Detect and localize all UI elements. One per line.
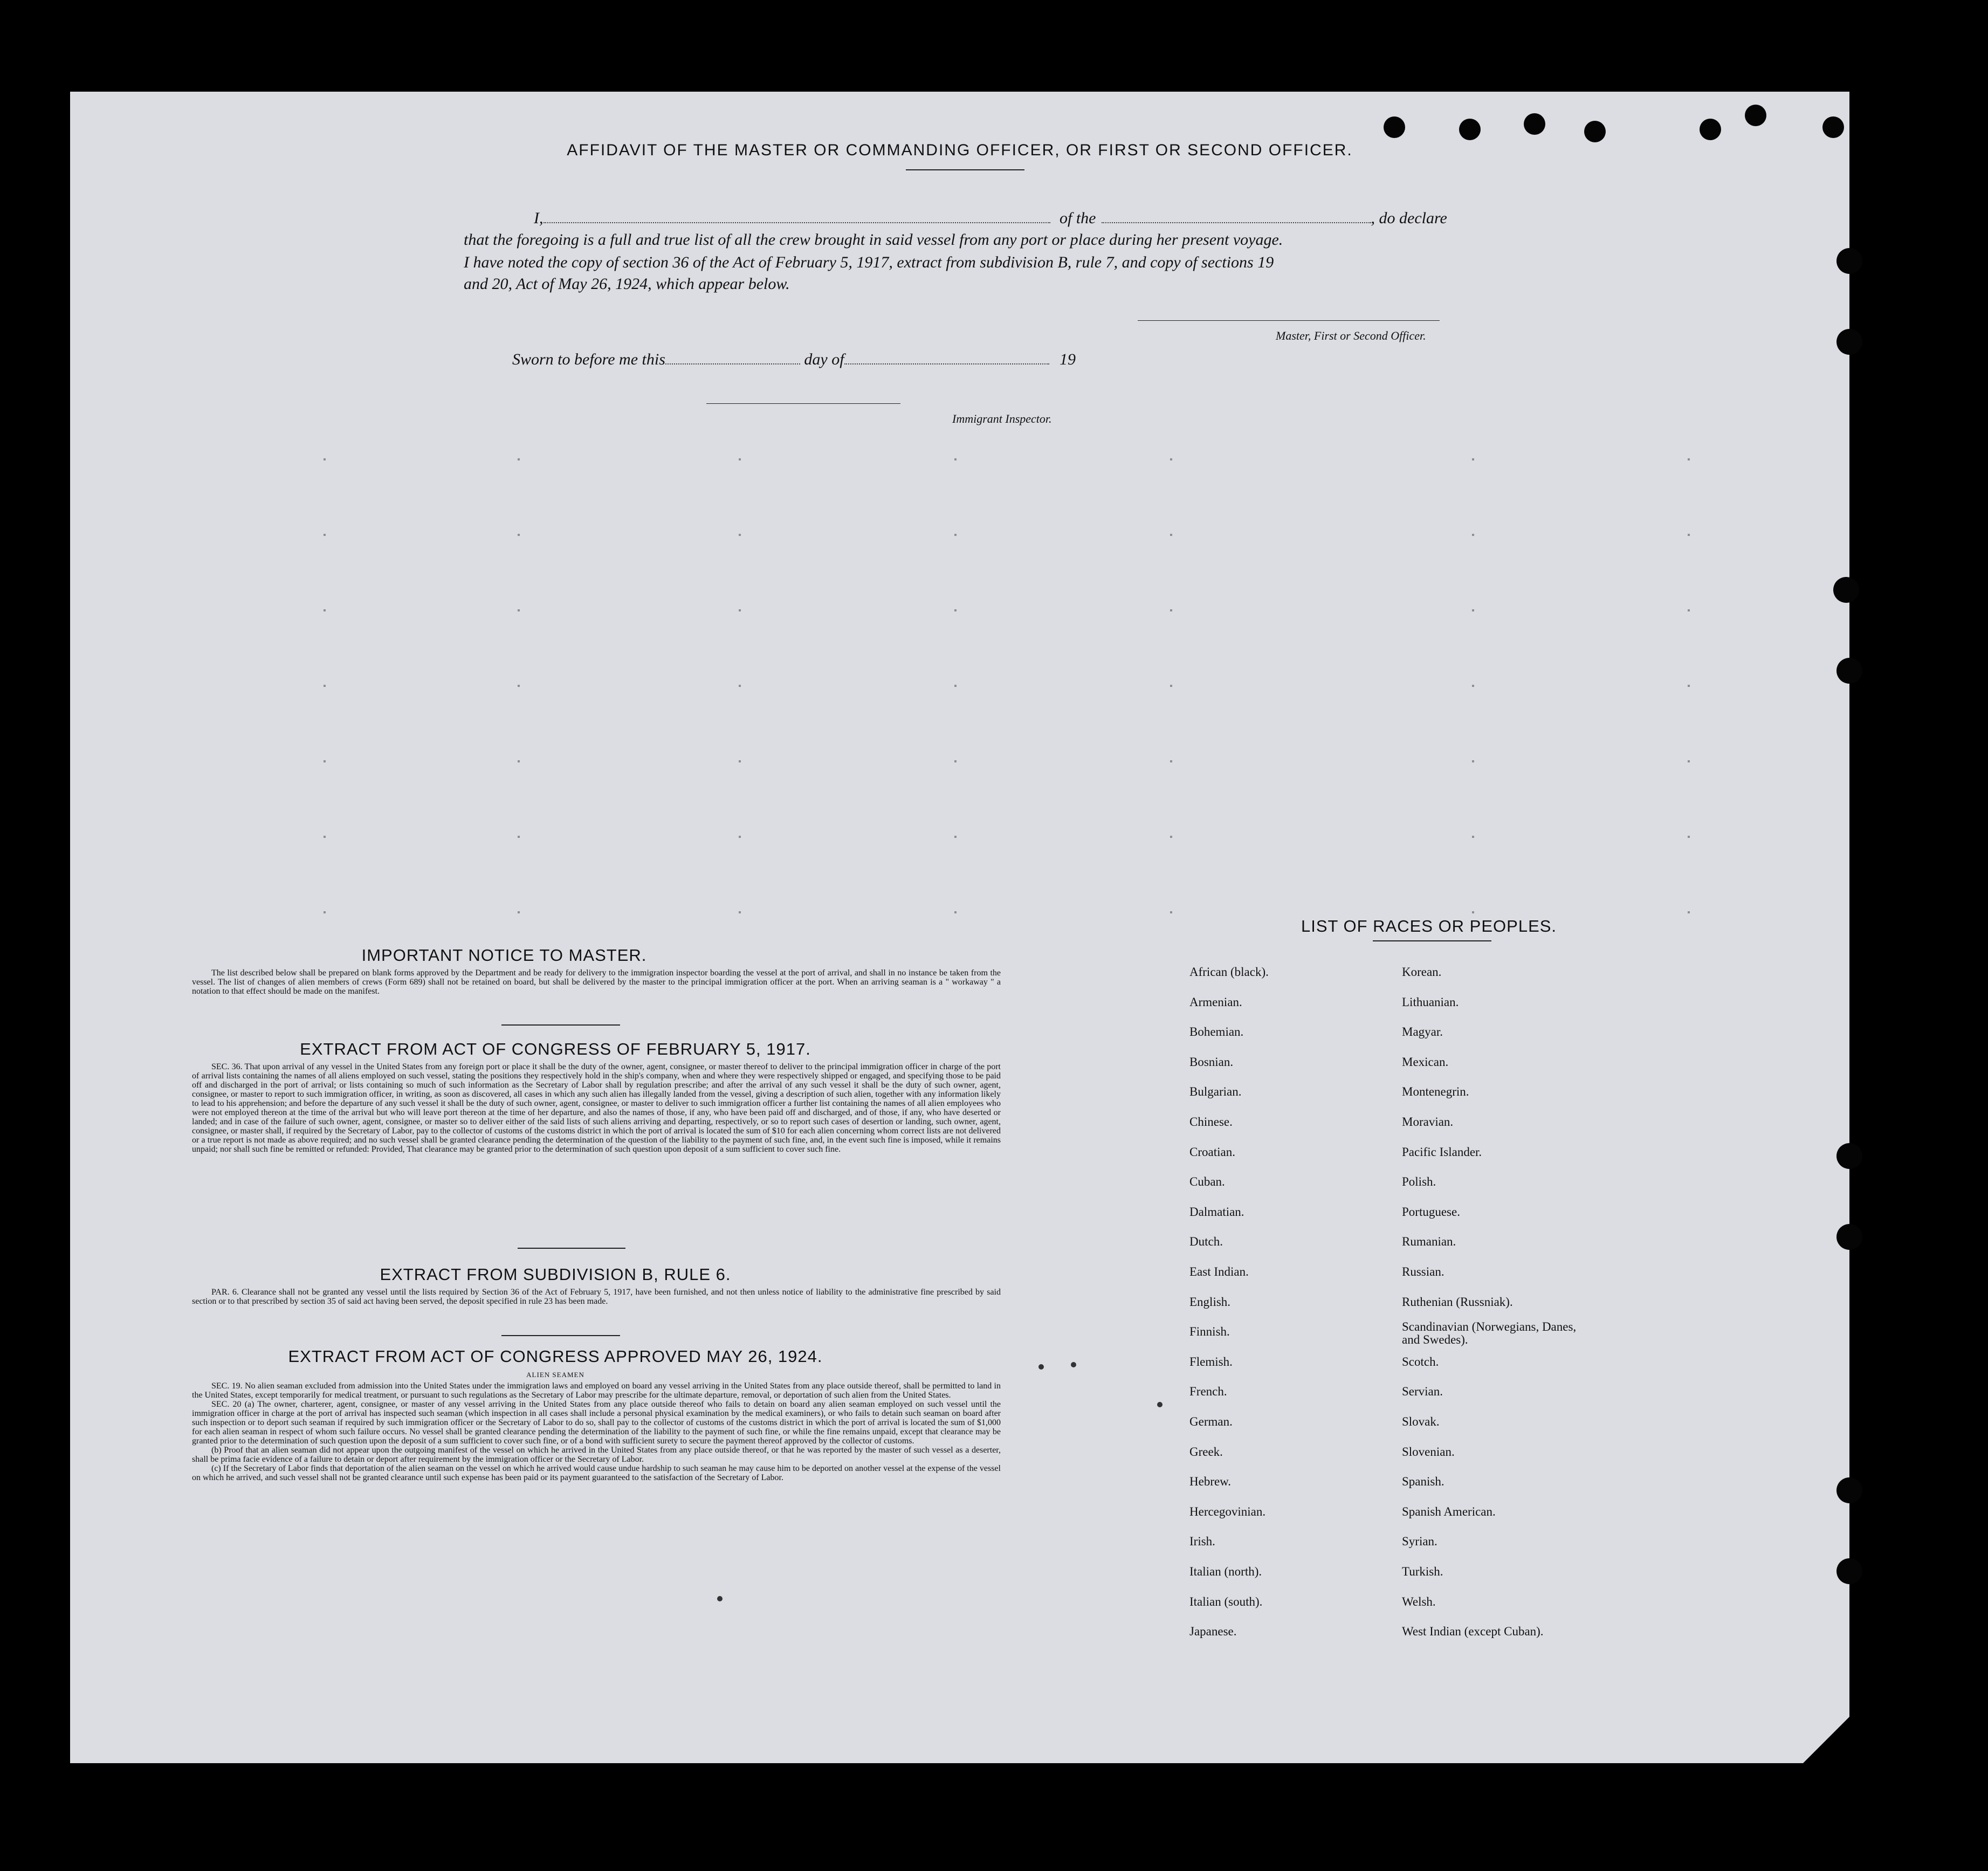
affidavit-line-3: I have noted the copy of section 36 of the Act of February 5, 1917, extract from subdivision B, rule 7, and copy of sections 19 (464, 253, 1274, 271)
race-item: Italian (south). (1189, 1594, 1263, 1608)
race-item: Syrian. (1402, 1535, 1437, 1549)
race-item: Scotch. (1402, 1354, 1439, 1368)
race-item: Flemish. (1189, 1354, 1233, 1368)
race-item: Portuguese. (1402, 1205, 1460, 1219)
race-item: Korean. (1402, 965, 1442, 979)
extract-1924-title: EXTRACT FROM ACT OF CONGRESS APPROVED MAY 26, 1924. (288, 1347, 823, 1366)
sec-20b-paragraph: (b) Proof that an alien seaman did not appear upon the outgoing manifest of the vessel on which he arrived in the United States from any place outside thereof, or that he was reported by the master of such vessel as a deserter, shall be prima facie evidence of a failure to detain or deport after requirement by the immigration officer or the Secretary of Labor. (192, 1446, 1001, 1464)
race-item: West Indian (except Cuban). (1402, 1625, 1544, 1639)
race-item: Ruthenian (Russniak). (1402, 1295, 1513, 1309)
race-item: German. (1189, 1415, 1233, 1428)
notice-title: IMPORTANT NOTICE TO MASTER. (361, 946, 647, 965)
race-item: Turkish. (1402, 1565, 1443, 1578)
inspector-caption: Immigrant Inspector. (952, 412, 1052, 425)
races-title: LIST OF RACES OR PEOPLES. (1301, 917, 1557, 936)
document-page (70, 92, 1849, 1763)
race-item: Scandinavian (Norwegians, Danes, and Swedes). (1402, 1320, 1577, 1347)
race-item: Moravian. (1402, 1115, 1454, 1129)
sec-19-paragraph: SEC. 19. No alien seaman excluded from admission into the United States under the immigration laws and employed on board any vessel arriving in the United States from any place outside thereof, shall be permitted to land in the United States, except temporarily for medical treatment, or pursuant to such regulations as the Secretary of Labor may prescribe for the ultimate departure, removal, or deportation of such alien from the United States. (192, 1381, 1001, 1400)
race-item: Bulgarian. (1189, 1085, 1242, 1099)
race-item: Russian. (1402, 1265, 1444, 1278)
race-item: Slovenian. (1402, 1444, 1455, 1459)
race-item: Rumanian. (1402, 1235, 1456, 1249)
of-the-text: of the (1060, 209, 1096, 227)
par-6-paragraph: PAR. 6. Clearance shall not be granted any vessel until the lists required by Section 36 of the Act of February 5, 1917, have been furnished, and not then unless notice of liability to the administrative fine prescribed by said section or to that prescribed by section 35 of said act having been served, the deposit specified in rule 23 has been made. (192, 1288, 1001, 1306)
race-item: Spanish American. (1402, 1504, 1496, 1518)
race-item: Polish. (1402, 1175, 1436, 1189)
sworn-prefix: Sworn to before me this (512, 350, 665, 368)
races-list (70, 92, 1849, 1763)
notice-paragraph: The list described below shall be prepared on blank forms approved by the Department and be ready for delivery to the immigration inspector boarding the vessel at the port of arrival, and shall in no instance be taken from the vessel. The list of changes of alien members of crews (Form 689) shall not be retained on board, but shall be delivered by the master to the principal immigration officer at the port. When an arriving seaman is a " workaway " a notation to that effect should be made on the manifest. (192, 968, 1001, 996)
sec-20c-paragraph: (c) If the Secretary of Labor finds that deportation of the alien seaman on the vessel on which he arrived would cause undue hardship to such seaman he may cause him to be deported on another vessel at the expense of the vessel on which he arrived, and such vessel shall not be granted clearance until such expense has been paid or its payment guaranteed to the satisfaction of the Secretary of Labor. (192, 1464, 1001, 1482)
race-item: English. (1189, 1295, 1231, 1309)
extract-1917-title: EXTRACT FROM ACT OF CONGRESS OF FEBRUARY 5, 1917. (300, 1040, 811, 1058)
race-item: Hebrew. (1189, 1475, 1232, 1489)
race-item: Hercegovinian. (1189, 1504, 1266, 1518)
race-item: Croatian. (1189, 1145, 1235, 1159)
affidavit-line-2: that the foregoing is a full and true list of all the crew brought in said vessel from any port or place during her present voyage. (464, 231, 1283, 249)
subdivision-title: EXTRACT FROM SUBDIVISION B, RULE 6. (380, 1265, 731, 1284)
sec-36-paragraph: SEC. 36. That upon arrival of any vessel in the United States from any foreign port or place it shall be the duty of the owner, agent, consignee, or master thereof to deliver to the principal immigration officer in charge of the port of arrival lists containing the names of all aliens employed on such vessel, stating the positions they respectively hold in the ship's company, when and where they were respectively shipped or engaged, and specifying those to be paid off and discharged in the port of arrival; or lists containing so much of such information as the Secretary of Labor shall by regulation prescribe; and after the arrival of any such vessel it shall be the duty of such owner, agent, consignee, or master to report to such immigration officer, in writing, as soon as discovered, all cases in which any such alien has illegally landed from the vessel, giving a description of such alien, together with any information likely to lead to his apprehension; and before the departure of any such vessel it shall be the duty of such owner, agent, consignee, or master to deliver to such immigration officer a further list containing the names of all alien employees who were not employed thereon at the time of the arrival but who will leave port thereon at the time of her departure, and also the names of those, if any, who have been paid off and discharged, and of those, if any, who have deserted or landed; and in case of the failure of such owner, agent, consignee, or master so to deliver either of the said lists of such aliens arriving and departing, respectively, or so to report such cases of desertion or landing, such owner, agent, consignee, or master shall, if required by the Secretary of Labor, pay to the collector of customs of the customs district in which the port of arrival is located the sum of $10 for each alien concerning whom correct lists are not delivered or a true report is not made as above required; and no such vessel shall be granted clearance pending the determination of the question of the liability to the payment of such fine, and, in the event such fine is imposed, while it remains unpaid; nor shall such fine be remitted or refunded: Provided, That clearance may be granted prior to the determination of such question upon deposit of a sum sufficient to cover such fine. (192, 1062, 1001, 1154)
race-item: Greek. (1189, 1444, 1223, 1459)
race-item: Cuban. (1189, 1175, 1225, 1189)
alien-seamen-subtitle: ALIEN SEAMEN (526, 1371, 584, 1379)
race-item: Magyar. (1402, 1025, 1443, 1039)
master-signature-caption: Master, First or Second Officer. (1276, 329, 1426, 342)
race-item: Chinese. (1189, 1115, 1233, 1129)
race-item: Italian (north). (1189, 1565, 1262, 1578)
race-item: Irish. (1189, 1535, 1215, 1549)
race-item: Pacific Islander. (1402, 1145, 1482, 1159)
race-item: Servian. (1402, 1385, 1443, 1399)
race-item: Bosnian. (1189, 1055, 1234, 1069)
race-item: Finnish. (1189, 1325, 1230, 1339)
year-prefix: 19 (1060, 350, 1076, 368)
race-item: Montenegrin. (1402, 1085, 1469, 1099)
declarant-prefix: I, (534, 209, 544, 227)
sec-20a-paragraph: SEC. 20 (a) The owner, charterer, agent, consignee, or master of any vessel arriving in the United States from any place outside thereof who fails to detain on board any alien seaman employed on such vessel until the immigration officer in charge at the port of arrival has inspected such seaman (which inspection in all cases shall include a personal physical examination by the medical examiners), or who fails to detain such seaman on board after such inspection or to deport such seaman if required by such immigration officer or the Secretary of Labor to do so, shall pay to the collector of customs of the customs district in which the port of arrival is located the sum of $1,000 for each alien seaman in respect of whom such failure occurs. No vessel shall be granted clearance pending the determination of the liability to the payment of such fine, or while the fine remains unpaid, except that clearance may be granted prior to the determination of such question upon the deposit of a sum sufficient to cover such fine, or of a bond with sufficient surety to secure the payment thereof approved by the collector of customs. (192, 1400, 1001, 1446)
race-item: East Indian. (1189, 1265, 1249, 1278)
race-item: Japanese. (1189, 1625, 1237, 1639)
race-item: Welsh. (1402, 1594, 1436, 1608)
race-item: Bohemian. (1189, 1025, 1244, 1039)
race-item: Slovak. (1402, 1415, 1440, 1428)
affidavit-line-4: and 20, Act of May 26, 1924, which appear below. (464, 275, 790, 293)
race-item: Armenian. (1189, 995, 1242, 1009)
do-declare-text: , do declare (1371, 209, 1447, 227)
race-item: African (black). (1189, 965, 1269, 979)
day-of-text: day of (804, 350, 844, 368)
race-item: Dalmatian. (1189, 1205, 1244, 1219)
race-item: Mexican. (1402, 1055, 1449, 1069)
race-item: Lithuanian. (1402, 995, 1459, 1009)
race-item: Spanish. (1402, 1475, 1444, 1489)
race-item: Dutch. (1189, 1235, 1223, 1249)
race-item: French. (1189, 1385, 1227, 1399)
affidavit-title: AFFIDAVIT OF THE MASTER OR COMMANDING OFFICER, OR FIRST OR SECOND OFFICER. (567, 141, 1353, 159)
